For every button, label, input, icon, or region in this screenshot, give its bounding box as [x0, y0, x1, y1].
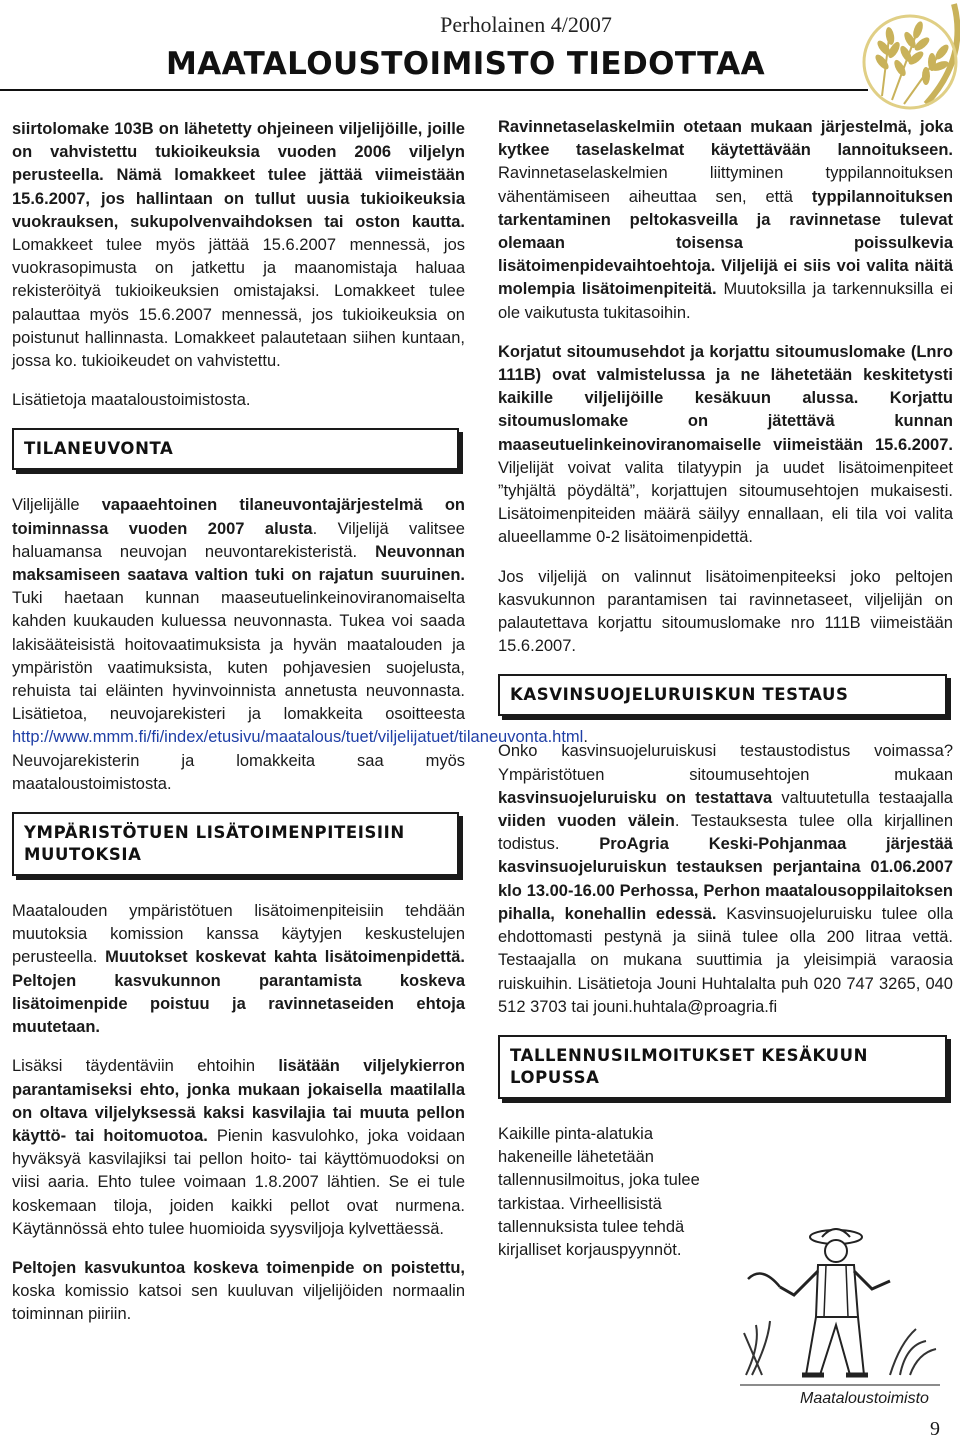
- paragraph-ymparistotuki-2: Lisäksi täydentäviin ehtoihin lisätään viljelykierron parantamiseksi ehto, jonka mukaan jokaisella maatilalla on oltava viljelyksessä kaksi kasvilajia tai muuta pellon käyttö- tai hoitomuotoa. Pienin kasvulohko, joka voidaan hyväksyä kasvilajiksi tai pellon hoito- tai käyttömuodoksi on viisi aaria. Ehto tulee voimaan 1.8.2007 lähtien. Se ei tule koskemaan tiloja, joiden kaikki pellot ovat nurmena. Käytännössä ehto tulee huomioida syysviljoja kylvettäessä.: [12, 1057, 466, 1238]
- paragraph-tilaneuvonta: Viljelijälle vapaaehtoinen tilaneuvontajärjestelmä on toiminnassa vuoden 2007 alusta. Viljelijä valitsee haluamansa neuvojan neuvontarekisteristä. Neuvonnan maksamiseen saatava valtion tuki on rajatun suuruinen. Tuki haetaan kunnan maaseutuelinkeinoviranomaiselta kahden kuukauden kuluessa neuvonnasta. Tukea voi saada lakisääteisistä hoitovaatimuksista ja hyvän maatalouden ja ympäristön vaatimuksista, kuten pohjavesien suojelusta, rehuista tai eläinten hyvinvoinnista annetusta neuvonnasta. Lisätietoa, neuvojarekisteri ja lomakkeita osoitteesta http://www.mmm.fi/fi/index/etusivu/maatalous/tuet/viljelijatuet/tilaneuvonta.html. Neuvojarekisterin ja lomakkeita saa myös maataloustoimistosta.: [12, 496, 588, 793]
- page-title: MAATALOUSTOIMISTO TIEDOTTAA: [166, 46, 766, 82]
- paragraph-sitoumuslomake: Jos viljelijä on valinnut lisätoimenpiteeksi joko peltojen kasvukunnon parantamisen tai ravinnetaseet, viljelijän on palautettava korjattu sitoumuslomake nro 111B viimeistään 15.6.2007.: [498, 567, 953, 656]
- tilaneuvonta-link[interactable]: http://www.mmm.fi/fi/index/etusivu/maatalous/tuet/viljelijatuet/tilaneuvonta.html: [12, 728, 584, 747]
- header-rule: [0, 89, 868, 91]
- paragraph-ravinnetase: Ravinnetaselaskelmiin otetaan mukaan järjestelmä, joka kytkee taselaskelmat käytettävään lannoitukseen. Ravinnetaselaskelmien liittyminen typpilannoituksen vähentämiseen aiheuttaa sen, että typpilannoituksen tarkentaminen peltokasveilla ja ravinnetase tulevat olemaan toisensa poissulkevia lisätoimenpidevaihtoehtoja. Viljelijä ei siis voi valita näitä molempia lisätoimenpiteitä. Muutoksilla ja tarkennuksilla ei ole vaikutusta tukitasoihin.: [498, 118, 953, 322]
- paragraph-ymparistotuki-3: Peltojen kasvukuntoa koskeva toimenpide on poistettu, koska komissio katsoi sen kuuluvan viljelijöiden normaalin toiminnan piiriin.: [12, 1258, 465, 1324]
- paragraph-siirtolomake: siirtolomake 103B on lähetetty ohjeineen viljelijöille, joille on vahvistettu tukioikeuksia vuoden 2006 viljelyn perusteella. Nämä lomakkeet tulee jättää viimeistään 15.6.2007, jos hallintaan on tullut uusia tukioikeuksia vuokrauksen, sukupolvenvaihdoksen tai oston kautta. Lomakkeet tulee myös jättää 15.6.2007 mennessä, jos vuokrasopimusta on jatkettu ja maanomistaja haluaa rekisteröityä tukioikeuksien omistajaksi. Lomakkeet tulee palauttaa myös 15.6.2007 mennessä, jos tukioikeuksia on poistunut hallinnasta. Lomakkeet palautetaan siihen kuntaan, jossa ko. tukioikeudet on vahvistettu.: [12, 120, 465, 371]
- wheat-logo-icon: [852, 0, 960, 116]
- page-number: 9: [930, 1418, 940, 1440]
- section-header-tilaneuvonta: TILANEUVONTA: [12, 428, 459, 470]
- farmer-illustration: [740, 1225, 940, 1395]
- signature: Maataloustoimisto: [800, 1390, 929, 1407]
- section-header-ymparistotuki: YMPÄRISTÖTUEN LISÄTOIMENPITEISIIN MUUTOKSIA: [12, 812, 459, 876]
- right-column: [498, 116, 953, 1278]
- left-column: [12, 118, 588, 1343]
- paragraph-sitoumusehdot: Korjatut sitoumusehdot ja korjattu sitoumuslomake (Lnro 111B) ovat valmistelussa ja ne lähetetään keskitetysti kaikille viljelijöille kesäkuun alussa. Korjattu sitoumuslomake on jätettävä kunnan maaseutuelinkeinoviranomaiselle viimeistään 15.6.2007. Viljelijät voivat valita tilatyypin ja uudet lisätoimenpiteet ”tyhjältä pöydältä”, korjattujen sitoumusehtojen mukaisesti. Lisätoimenpiteiden määrä säilyy ennallaan, eli tila voi valita alueellamme 0-2 lisätoimenpidettä.: [498, 342, 953, 547]
- paragraph-kasvinsuojeluruisku: Onko kasvinsuojeluruiskusi testaustodistus voimassa? Ympäristötuen sitoumusehtojen mukaan kasvinsuojeluruisku on testattava valtuutetulla testaajalla viiden vuoden välein. Testauksesta tulee olla kirjallinen todistus. ProAgria Keski-Pohjanmaa järjestää kasvinsuojeluruiskun testauksen perjantaina 01.06.2007 klo 13.00-16.00 Perhossa, Perhon maatalousoppilaitoksen pihalla, konehallin edessä. Kasvinsuojeluruisku tulee olla ehdottomasti pestynä ja siinä tulee olla 200 litraa vettä. Testaajalla on mukana suuttimia ja yleisimpiä varaosia ruiskuihin. Lisätietoja Jouni Huhtalalta puh 020 747 3265, 040 512 3703 tai jouni.huhtala@proagria.fi: [498, 742, 954, 1016]
- section-header-tallennusilmoitukset: TALLENNUSILMOITUKSET KESÄKUUN LOPUSSA: [498, 1035, 947, 1099]
- publication-line: Perholainen 4/2007: [440, 12, 612, 37]
- section-header-kasvinsuojeluruisku: KASVINSUOJELURUISKUN TESTAUS: [498, 674, 947, 716]
- paragraph-ymparistotuki-1: Maatalouden ympäristötuen lisätoimenpiteisiin tehdään muutoksia komission kanssa käytyjen keskustelujen perusteella. Muutokset koskevat kahta lisätoimenpidettä. Peltojen kasvukunnon parantamista koskeva lisätoimenpide poistuu ja ravinnetaseiden ehtoja muutetaan.: [12, 902, 466, 1037]
- paragraph-tallennusilmoitukset: Kaikille pinta-alatukia hakeneille lähetetään tallennusilmoitus, joka tulee tarkistaa. Virheellisistä tallennuksista tulee tehdä kirjalliset korjauspyynnöt.: [498, 1124, 700, 1259]
- paragraph-lisatietoja: Lisätietoja maataloustoimistosta.: [12, 391, 251, 410]
